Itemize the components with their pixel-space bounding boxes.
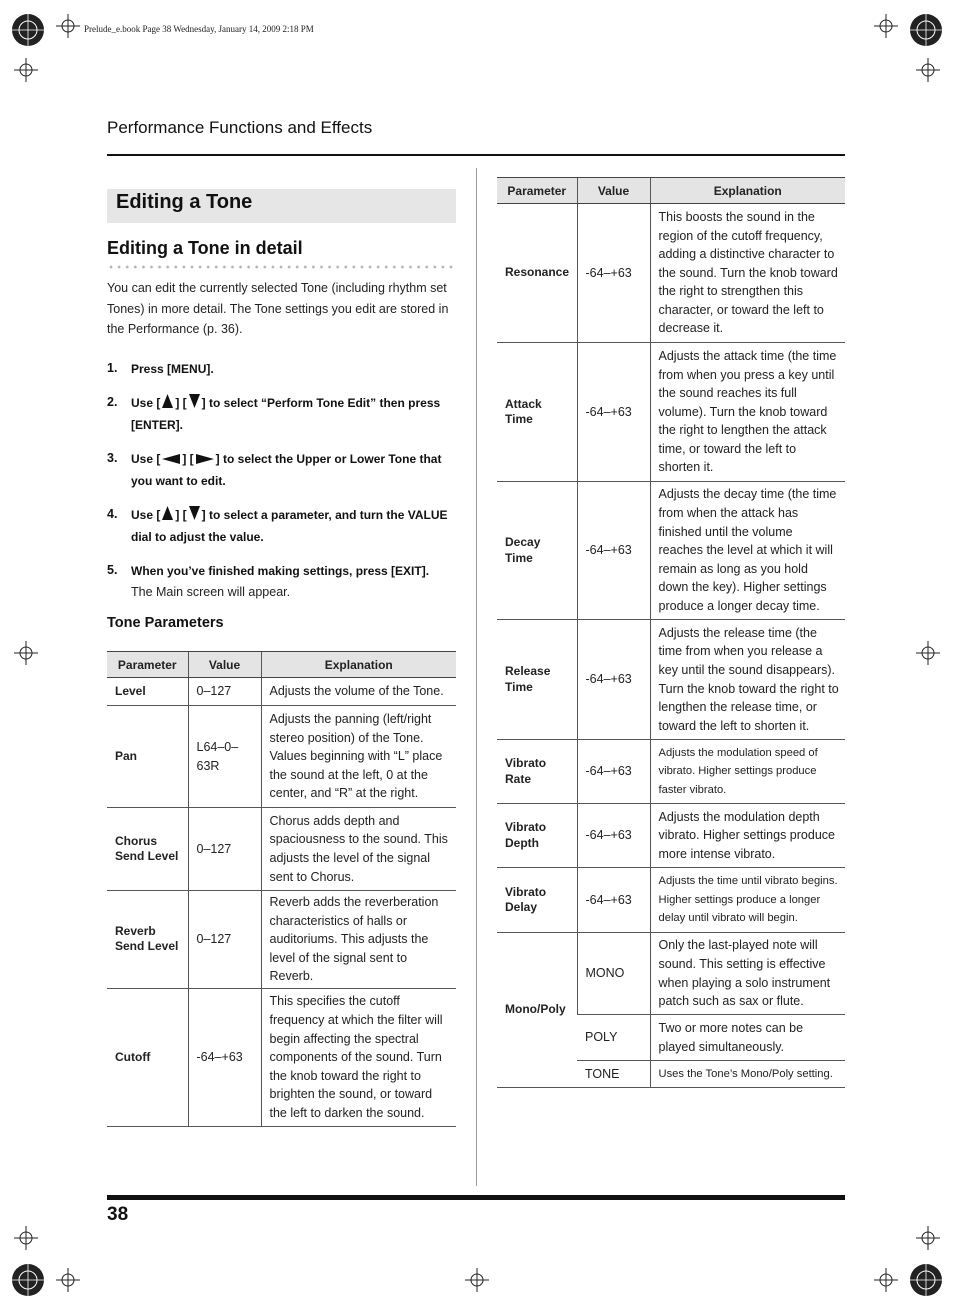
param-explanation: Reverb adds the reverberation characteristics of halls or auditoriums. This adjusts the level of the signal sent to Reverb. (261, 891, 456, 989)
step-text-part: ] [ (182, 452, 194, 466)
param-value: -64–+63 (577, 482, 650, 620)
crosshair-mark (14, 58, 38, 82)
subsection-title: Editing a Tone in detail (107, 238, 303, 258)
param-name: Vibrato Rate (497, 740, 577, 804)
down-arrow-icon (189, 506, 200, 520)
footer-rule (107, 1195, 845, 1200)
param-explanation: Adjusts the attack time (the time from when you press a key until the sound reaches its full volume). Turn the knob toward the right to lengthen the attack time, or toward the left to shorten it. (650, 343, 845, 482)
param-name: Level (107, 678, 188, 706)
crosshair-mark (916, 641, 940, 665)
param-explanation: Adjusts the time until vibrato begins. Higher settings produce a longer delay until vibrato will begin. (650, 868, 845, 933)
up-arrow-icon (162, 394, 173, 408)
crosshair-mark (874, 14, 898, 38)
step-text (131, 505, 457, 548)
step-text-part: ] [ (175, 396, 187, 410)
running-head: Performance Functions and Effects (107, 118, 373, 137)
print-header: Prelude_e.book Page 38 Wednesday, January 14, 2009 2:18 PM (84, 24, 314, 34)
registration-mark-top-left (10, 12, 46, 48)
param-name: Pan (107, 706, 188, 808)
crosshair-mark (465, 1268, 489, 1292)
param-name: Resonance (497, 204, 577, 343)
param-name: Mono/Poly (497, 933, 577, 1088)
param-name: Vibrato Depth (497, 804, 577, 868)
column-header-value: Value (188, 652, 261, 678)
param-name: Cutoff (107, 988, 188, 1126)
registration-mark-bottom-left (10, 1262, 46, 1298)
step-number: 2. (107, 395, 118, 409)
registration-mark-bottom-right (908, 1262, 944, 1298)
param-explanation: Only the last-played note will sound. This setting is effective when playing a solo instrument patch such as sax or flute. (650, 933, 845, 1015)
param-explanation: Adjusts the modulation depth vibrato. Higher settings produce more intense vibrato. (650, 804, 845, 868)
param-value: -64–+63 (577, 740, 650, 804)
step-text-part: Use [ (131, 396, 161, 410)
column-divider (476, 168, 477, 1186)
param-explanation: This specifies the cutoff frequency at which the filter will begin affecting the spectral components of the sound. Turn the knob toward the right to brighten the sound, or toward the left to darken the sound. (261, 988, 456, 1126)
step-text-part: When you’ve finished making settings, press [EXIT]. (131, 564, 430, 578)
crosshair-mark (916, 58, 940, 82)
crosshair-mark (14, 1226, 38, 1250)
param-explanation: Uses the Tone’s Mono/Poly setting. (650, 1061, 845, 1088)
step-number: 5. (107, 563, 118, 577)
param-value: -64–+63 (577, 343, 650, 482)
step-note: The Main screen will appear. (131, 585, 291, 599)
param-value: POLY (577, 1015, 650, 1061)
tone-params-table-left (107, 651, 456, 1127)
crosshair-mark (916, 1226, 940, 1250)
crosshair-mark (14, 641, 38, 665)
param-value: 0–127 (188, 678, 261, 706)
step-text (131, 393, 457, 436)
step-text-part: ] to select the Upper or Lower Tone that you want to edit. (131, 452, 442, 488)
param-explanation: This boosts the sound in the region of the cutoff frequency, adding a distinctive character to the sound. Turn the knob toward the right to strengthen this character, or toward the left to decrease it. (650, 204, 845, 343)
step-text-part: ] to select a parameter, and turn the VALUE dial to adjust the value. (131, 508, 448, 544)
crosshair-mark (874, 1268, 898, 1292)
step-text-part: ] to select “Perform Tone Edit” then press [ENTER]. (131, 396, 441, 432)
param-name: Decay Time (497, 482, 577, 620)
step-number: 1. (107, 361, 118, 375)
step-text (131, 449, 457, 492)
param-explanation: Two or more notes can be played simultaneously. (650, 1015, 845, 1061)
crosshair-mark (56, 1268, 80, 1292)
up-arrow-icon (162, 506, 173, 520)
step-number: 3. (107, 451, 118, 465)
param-name: Reverb Send Level (107, 891, 188, 989)
table-row (107, 988, 456, 1126)
table-row (497, 933, 845, 1015)
table-row (107, 891, 456, 989)
param-name: Chorus Send Level (107, 808, 188, 891)
registration-mark-top-right (908, 12, 944, 48)
param-value: 0–127 (188, 891, 261, 989)
page-number: 38 (107, 1204, 129, 1225)
step-text-part: Use [ (131, 452, 161, 466)
right-arrow-icon (196, 454, 214, 464)
step-text (131, 359, 457, 381)
tone-parameters-title: Tone Parameters (107, 615, 224, 631)
step-number: 4. (107, 507, 118, 521)
param-explanation: Adjusts the modulation speed of vibrato. Higher settings produce faster vibrato. (650, 740, 845, 804)
column-header-explanation: Explanation (650, 178, 845, 204)
param-value: -64–+63 (188, 988, 261, 1126)
step-text (131, 561, 457, 583)
table-row (107, 808, 456, 891)
column-header-value: Value (577, 178, 650, 204)
param-name: Release Time (497, 620, 577, 740)
table-row (497, 868, 845, 933)
param-explanation: Adjusts the volume of the Tone. (261, 678, 456, 706)
column-header-explanation: Explanation (261, 652, 456, 678)
step-text-part: Press [MENU]. (131, 362, 214, 376)
table-row (497, 482, 845, 620)
param-value: -64–+63 (577, 204, 650, 343)
param-value: L64–0–63R (188, 706, 261, 808)
param-explanation: Adjusts the release time (the time from when you release a key until the sound disappears). Turn the knob toward the right to lengthen the release time, or toward the left to shorten it. (650, 620, 845, 740)
crosshair-mark (56, 14, 80, 38)
param-name: Attack Time (497, 343, 577, 482)
header-rule (107, 154, 845, 156)
table-row (107, 706, 456, 808)
param-value: -64–+63 (577, 804, 650, 868)
step-text-part: Use [ (131, 508, 161, 522)
table-row (497, 204, 845, 343)
param-value: -64–+63 (577, 868, 650, 933)
tone-params-table-right (497, 177, 845, 1088)
param-name: Vibrato Delay (497, 868, 577, 933)
table-header-row (497, 178, 845, 204)
param-value: TONE (577, 1061, 650, 1088)
table-row (497, 620, 845, 740)
step-text-part: ] [ (175, 508, 187, 522)
param-explanation: Adjusts the panning (left/right stereo position) of the Tone. Values beginning with “L” place the sound at the left, 0 at the center, and “R” at the right. (261, 706, 456, 808)
param-explanation: Adjusts the decay time (the time from when the attack has finished until the volume reaches the level at which it will remain as long as you hold down the key). Higher settings produce a longer decay time. (650, 482, 845, 620)
left-arrow-icon (162, 454, 180, 464)
param-value: -64–+63 (577, 620, 650, 740)
dotted-divider (107, 264, 456, 270)
intro-paragraph: You can edit the currently selected Tone (including rhythm set Tones) in more detail. The Tone settings you edit are stored in the Performance (p. 36). (107, 281, 449, 337)
table-row (497, 343, 845, 482)
column-header-parameter: Parameter (107, 652, 188, 678)
param-value: MONO (577, 933, 650, 1015)
param-value: 0–127 (188, 808, 261, 891)
table-header-row (107, 652, 456, 678)
param-explanation: Chorus adds depth and spaciousness to the sound. This adjusts the level of the signal sent to Chorus. (261, 808, 456, 891)
table-row (497, 804, 845, 868)
table-row (107, 678, 456, 706)
column-header-parameter: Parameter (497, 178, 577, 204)
down-arrow-icon (189, 394, 200, 408)
section-title: Editing a Tone (116, 191, 253, 213)
table-row (497, 740, 845, 804)
